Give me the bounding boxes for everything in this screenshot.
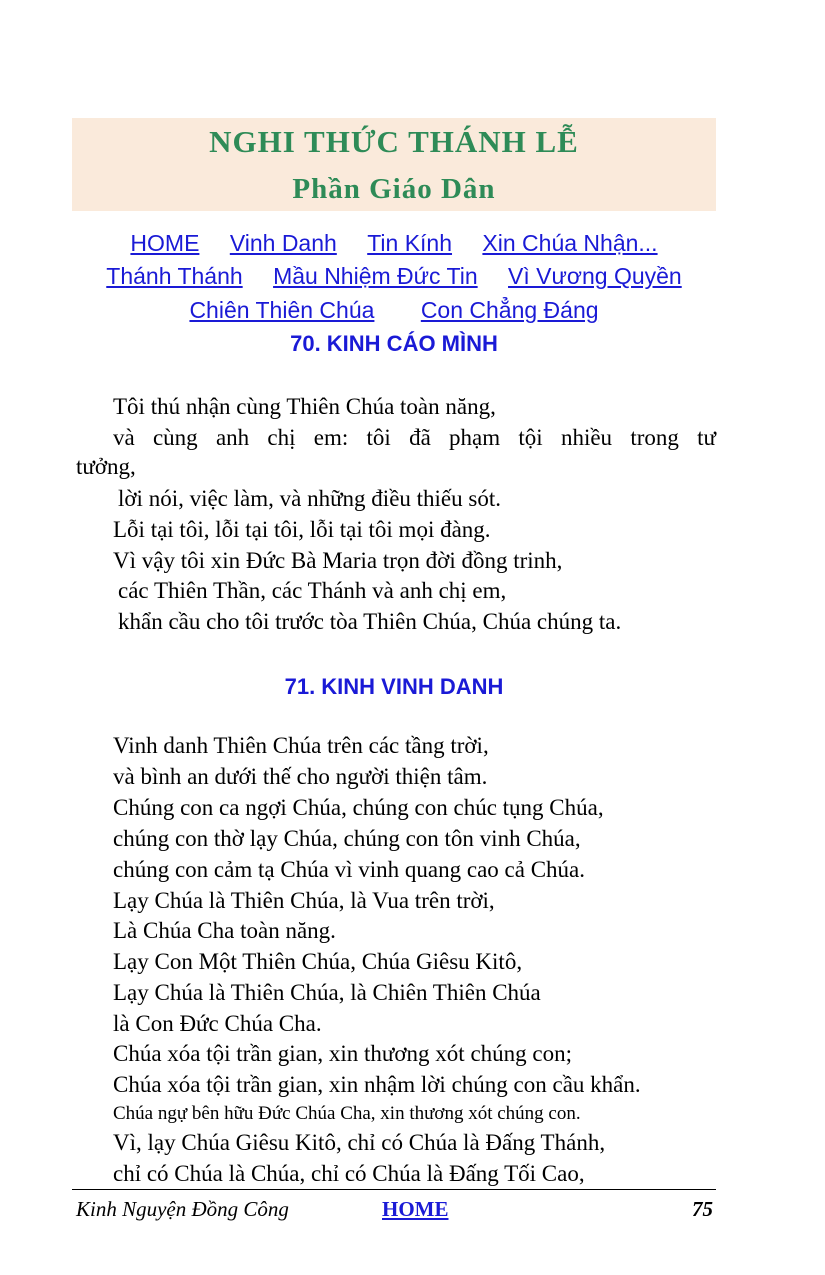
page-subtitle: Phần Giáo Dân bbox=[292, 173, 496, 205]
prayer-line: Vinh danh Thiên Chúa trên các tầng trời, bbox=[113, 733, 489, 758]
section-71-heading: 71. KINH VINH DANH bbox=[284, 674, 504, 699]
prayer-line: Chúa xóa tội trần gian, xin thương xót chúng con; bbox=[113, 1041, 573, 1066]
prayer-line: Lạy Chúa là Thiên Chúa, là Vua trên trời, bbox=[113, 888, 495, 913]
prayer-line: Chúa ngự bên hữu Đức Chúa Cha, xin thương xót chúng con. bbox=[113, 1103, 581, 1124]
prayer-line: Chúng con ca ngợi Chúa, chúng con chúc tụng Chúa, bbox=[113, 795, 604, 820]
nav-link-thanh-thanh[interactable]: Thánh Thánh bbox=[106, 263, 243, 289]
footer-book-title: Kinh Nguyện Đồng Công bbox=[76, 1197, 289, 1221]
nav-link-mau-nhiem[interactable]: Mầu Nhiệm Đức Tin bbox=[273, 263, 478, 289]
nav-link-tin-kinh[interactable]: Tin Kính bbox=[367, 230, 453, 256]
prayer-line: là Con Đức Chúa Cha. bbox=[113, 1011, 322, 1036]
prayer-line: Là Chúa Cha toàn năng. bbox=[113, 918, 336, 943]
nav-link-vinh-danh[interactable]: Vinh Danh bbox=[229, 230, 337, 256]
prayer-line: chỉ có Chúa là Chúa, chỉ có Chúa là Đấng Tối Cao, bbox=[113, 1161, 585, 1186]
prayer-line: chúng con cảm tạ Chúa vì vinh quang cao cả Chúa. bbox=[113, 857, 585, 882]
nav-row-1 bbox=[72, 230, 716, 257]
prayer-line: Lạy Con Một Thiên Chúa, Chúa Giêsu Kitô, bbox=[113, 949, 523, 974]
section-70-heading: 70. KINH CÁO MÌNH bbox=[290, 331, 498, 356]
prayer-line: các Thiên Thần, các Thánh và anh chị em, bbox=[118, 578, 507, 603]
prayer-line: chúng con thờ lạy Chúa, chúng con tôn vinh Chúa, bbox=[113, 826, 581, 851]
prayer-line: Chúa xóa tội trần gian, xin nhậm lời chúng con cầu khẩn. bbox=[113, 1072, 641, 1097]
prayer-line: lời nói, việc làm, và những điều thiếu sót. bbox=[118, 486, 501, 511]
prayer-line: khẩn cầu cho tôi trước tòa Thiên Chúa, Chúa chúng ta. bbox=[118, 609, 622, 634]
prayer-line: và cùng anh chị em: tôi đã phạm tội nhiều trong tư bbox=[113, 425, 716, 450]
prayer-line: Tôi thú nhận cùng Thiên Chúa toàn năng, bbox=[113, 394, 496, 419]
prayer-line: và bình an dưới thế cho người thiện tâm. bbox=[113, 764, 488, 789]
prayer-line: Lỗi tại tôi, lỗi tại tôi, lỗi tại tôi mọi đàng. bbox=[113, 517, 491, 542]
nav-link-home[interactable]: HOME bbox=[130, 230, 200, 256]
prayer-line: Vì, lạy Chúa Giêsu Kitô, chỉ có Chúa là Đấng Thánh, bbox=[113, 1130, 606, 1155]
footer-divider bbox=[72, 1189, 716, 1190]
page-number: 75 bbox=[692, 1197, 713, 1221]
nav-row-2 bbox=[72, 263, 716, 290]
nav-link-vi-vuong-quyen[interactable]: Vì Vương Quyền bbox=[508, 263, 682, 289]
nav-row-3 bbox=[72, 297, 716, 324]
prayer-line: tưởng, bbox=[76, 454, 136, 479]
prayer-line: Vì vậy tôi xin Đức Bà Maria trọn đời đồng trinh, bbox=[113, 548, 563, 573]
nav-link-chien-thien-chua[interactable]: Chiên Thiên Chúa bbox=[189, 297, 375, 323]
nav-link-xin-chua-nhan[interactable]: Xin Chúa Nhận... bbox=[482, 230, 658, 256]
title-banner bbox=[72, 118, 716, 211]
prayer-line: Lạy Chúa là Thiên Chúa, là Chiên Thiên Chúa bbox=[113, 980, 541, 1005]
footer-home-link[interactable]: HOME bbox=[382, 1197, 449, 1221]
nav-link-con-chang-dang[interactable]: Con Chẳng Đáng bbox=[420, 297, 599, 323]
page-title: NGHI THỨC THÁNH LỄ bbox=[209, 124, 579, 159]
